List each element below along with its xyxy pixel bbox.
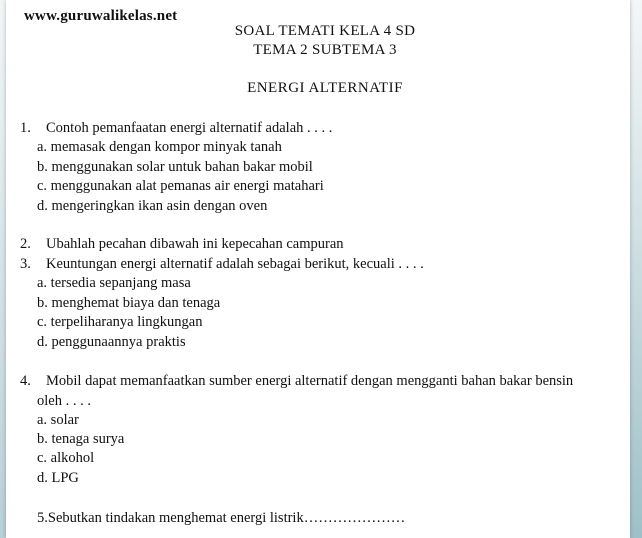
question-text: Ubahlah pecahan dibawah ini kepecahan campuran [46, 236, 344, 252]
question-text: Mobil dapat memanfaatkan sumber energi alternatif dengan mengganti bahan bakar bensin [46, 373, 574, 389]
question-4 [20, 373, 573, 390]
question-3-option-b: b. menghemat biaya dan tenaga [37, 295, 221, 311]
question-1 [20, 120, 332, 137]
question-3 [20, 256, 424, 273]
site-watermark: www.guruwalikelas.net [24, 8, 178, 24]
question-1-option-d: d. mengeringkan ikan asin dengan oven [37, 198, 268, 214]
question-text: Contoh pemanfaatan energi alternatif adalah . . . . [46, 120, 333, 136]
question-number: 1. [20, 120, 31, 136]
question-5: 5.Sebutkan tindakan menghemat energi listrik………………… [37, 510, 406, 526]
header-line-2: TEMA 2 SUBTEMA 3 [253, 42, 397, 58]
question-text: Keuntungan energi alternatif adalah sebagai berikut, kecuali . . . . [46, 256, 424, 272]
question-3-option-a: a. tersedia sepanjang masa [37, 275, 191, 291]
question-4-option-b: b. tenaga surya [37, 431, 125, 447]
question-number: 2. [20, 236, 31, 252]
question-3-option-c: c. terpeliharanya lingkungan [37, 314, 203, 330]
question-number: 4. [20, 373, 31, 389]
question-1-option-b: b. menggunakan solar untuk bahan bakar mobil [37, 159, 313, 175]
question-4-continuation: oleh . . . . [37, 393, 91, 409]
question-1-option-a: a. memasak dengan kompor minyak tanah [37, 139, 282, 155]
header-line-1: SOAL TEMATI KELA 4 SD [234, 23, 416, 39]
question-4-option-a: a. solar [37, 412, 79, 428]
question-4-option-c: c. alkohol [37, 450, 95, 466]
question-1-option-c: c. menggunakan alat pemanas air energi matahari [37, 178, 324, 194]
question-number: 3. [20, 256, 31, 272]
worksheet-page [6, 0, 630, 538]
question-2 [20, 236, 344, 253]
worksheet-title: ENERGI ALTERNATIF [247, 80, 403, 96]
question-3-option-d: d. penggunaannya praktis [37, 334, 186, 350]
question-4-option-d: d. LPG [37, 470, 79, 486]
